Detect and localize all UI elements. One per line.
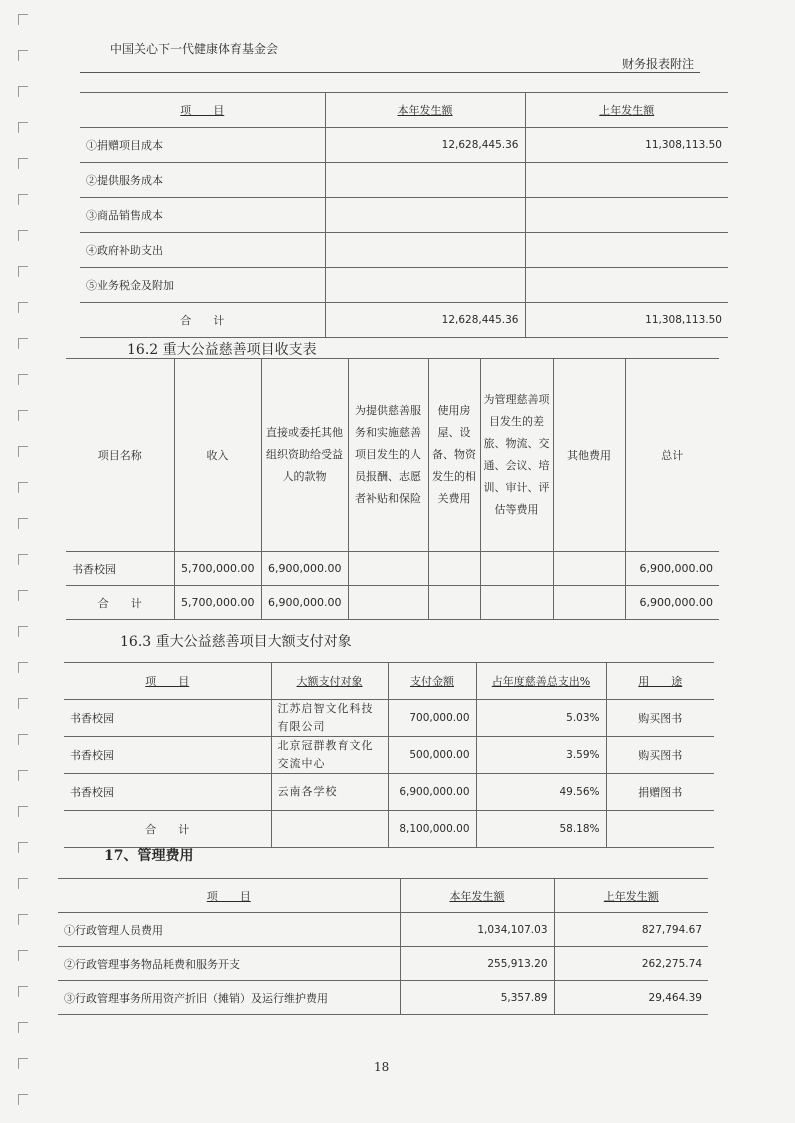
- row-item: ②行政管理事务物品耗费和服务开支: [58, 947, 400, 981]
- total-direct: 6,900,000.00: [261, 586, 348, 620]
- total-current: 12,628,445.36: [325, 303, 525, 338]
- row-previous: [525, 163, 728, 198]
- col-header-payee: 大额支付对象: [271, 663, 388, 700]
- row-previous: [525, 198, 728, 233]
- col-header-property: 使用房屋、设备、物资发生的相关费用: [428, 359, 480, 552]
- row-previous: [525, 233, 728, 268]
- row-amount: 6,900,000.00: [388, 774, 476, 811]
- binder-holes: [0, 0, 30, 1123]
- col-header-other: 其他费用: [553, 359, 625, 552]
- row-item: ③商品销售成本: [80, 198, 325, 233]
- row-item: ②提供服务成本: [80, 163, 325, 198]
- page-number: 18: [374, 1060, 390, 1074]
- row-purpose: 购买图书: [606, 737, 714, 774]
- table-row: [64, 700, 714, 737]
- row-payee: 北京冠群教育文化交流中心: [271, 737, 388, 774]
- row-current: [325, 268, 525, 303]
- cost-table: [80, 92, 728, 338]
- row-personnel: [348, 552, 428, 586]
- header-divider: [80, 72, 700, 73]
- row-item: ⑤业务税金及附加: [80, 268, 325, 303]
- total-label: 合 计: [80, 303, 325, 338]
- row-purpose: 捐赠图书: [606, 774, 714, 811]
- total-label: 合 计: [66, 586, 174, 620]
- table-row: [64, 774, 714, 811]
- row-current: 1,034,107.03: [400, 913, 554, 947]
- table-row: [58, 981, 708, 1015]
- major-project-income-expense-table: [66, 358, 719, 620]
- row-payee: 江苏启智文化科技有限公司: [271, 700, 388, 737]
- total-total: 6,900,000.00: [625, 586, 719, 620]
- row-item: 书香校园: [64, 700, 271, 737]
- section-17-title: 17、管理费用: [104, 848, 194, 864]
- row-ratio: 3.59%: [476, 737, 606, 774]
- col-header-item: 项 目: [80, 93, 325, 128]
- row-previous: 262,275.74: [554, 947, 708, 981]
- row-item: 书香校园: [64, 737, 271, 774]
- row-property: [428, 552, 480, 586]
- col-header-previous: 上年发生额: [554, 879, 708, 913]
- col-header-amount: 支付金额: [388, 663, 476, 700]
- table-header-row: [66, 359, 719, 552]
- table-header-row: [80, 93, 728, 128]
- table-row: [80, 128, 728, 163]
- row-current: 255,913.20: [400, 947, 554, 981]
- row-name: 书香校园: [66, 552, 174, 586]
- total-ratio: 58.18%: [476, 811, 606, 848]
- row-current: 12,628,445.36: [325, 128, 525, 163]
- total-label: 合 计: [64, 811, 271, 848]
- table-header-row: [64, 663, 714, 700]
- table-row: [58, 947, 708, 981]
- row-previous: 29,464.39: [554, 981, 708, 1015]
- row-item: ①捐赠项目成本: [80, 128, 325, 163]
- total-previous: 11,308,113.50: [525, 303, 728, 338]
- row-amount: 700,000.00: [388, 700, 476, 737]
- col-header-management: 为管理慈善项目发生的差旅、物流、交通、会议、培训、审计、评估等费用: [480, 359, 553, 552]
- row-total: 6,900,000.00: [625, 552, 719, 586]
- row-amount: 500,000.00: [388, 737, 476, 774]
- row-current: [325, 198, 525, 233]
- row-current: [325, 163, 525, 198]
- col-header-name: 项目名称: [66, 359, 174, 552]
- table-total-row: [80, 303, 728, 338]
- col-header-ratio: 占年度慈善总支出%: [476, 663, 606, 700]
- col-header-purpose: 用 途: [606, 663, 714, 700]
- table-row: [58, 913, 708, 947]
- row-other: [553, 552, 625, 586]
- row-item: ④政府补助支出: [80, 233, 325, 268]
- large-payee-table: [64, 662, 714, 848]
- row-income: 5,700,000.00: [174, 552, 261, 586]
- table-row: [80, 233, 728, 268]
- col-header-total: 总计: [625, 359, 719, 552]
- management-expense-table: [58, 878, 708, 1015]
- row-purpose: 购买图书: [606, 700, 714, 737]
- table-row: [64, 737, 714, 774]
- section-16-2-title: 16.2 重大公益慈善项目收支表: [127, 342, 317, 358]
- row-current: [325, 233, 525, 268]
- row-item: 书香校园: [64, 774, 271, 811]
- col-header-personnel: 为提供慈善服务和实施慈善项目发生的人员报酬、志愿者补贴和保险: [348, 359, 428, 552]
- col-header-item: 项 目: [64, 663, 271, 700]
- row-item: ③行政管理事务所用资产折旧（摊销）及运行维护费用: [58, 981, 400, 1015]
- row-ratio: 49.56%: [476, 774, 606, 811]
- row-previous: 11,308,113.50: [525, 128, 728, 163]
- org-name: 中国关心下一代健康体育基金会: [110, 42, 279, 56]
- total-income: 5,700,000.00: [174, 586, 261, 620]
- total-amount: 8,100,000.00: [388, 811, 476, 848]
- row-management: [480, 552, 553, 586]
- col-header-previous: 上年发生额: [525, 93, 728, 128]
- row-direct: 6,900,000.00: [261, 552, 348, 586]
- row-previous: 827,794.67: [554, 913, 708, 947]
- row-current: 5,357.89: [400, 981, 554, 1015]
- col-header-current: 本年发生额: [400, 879, 554, 913]
- col-header-income: 收入: [174, 359, 261, 552]
- row-ratio: 5.03%: [476, 700, 606, 737]
- section-16-3-title: 16.3 重大公益慈善项目大额支付对象: [120, 634, 352, 650]
- row-payee: 云南各学校: [271, 774, 388, 811]
- table-total-row: [66, 586, 719, 620]
- row-item: ①行政管理人员费用: [58, 913, 400, 947]
- table-header-row: [58, 879, 708, 913]
- table-row: [66, 552, 719, 586]
- col-header-direct: 直接或委托其他组织资助给受益人的款物: [261, 359, 348, 552]
- col-header-item: 项 目: [58, 879, 400, 913]
- table-row: [80, 198, 728, 233]
- table-row: [80, 268, 728, 303]
- col-header-current: 本年发生额: [325, 93, 525, 128]
- table-row: [80, 163, 728, 198]
- section-name: 财务报表附注: [622, 57, 695, 71]
- row-previous: [525, 268, 728, 303]
- table-total-row: [64, 811, 714, 848]
